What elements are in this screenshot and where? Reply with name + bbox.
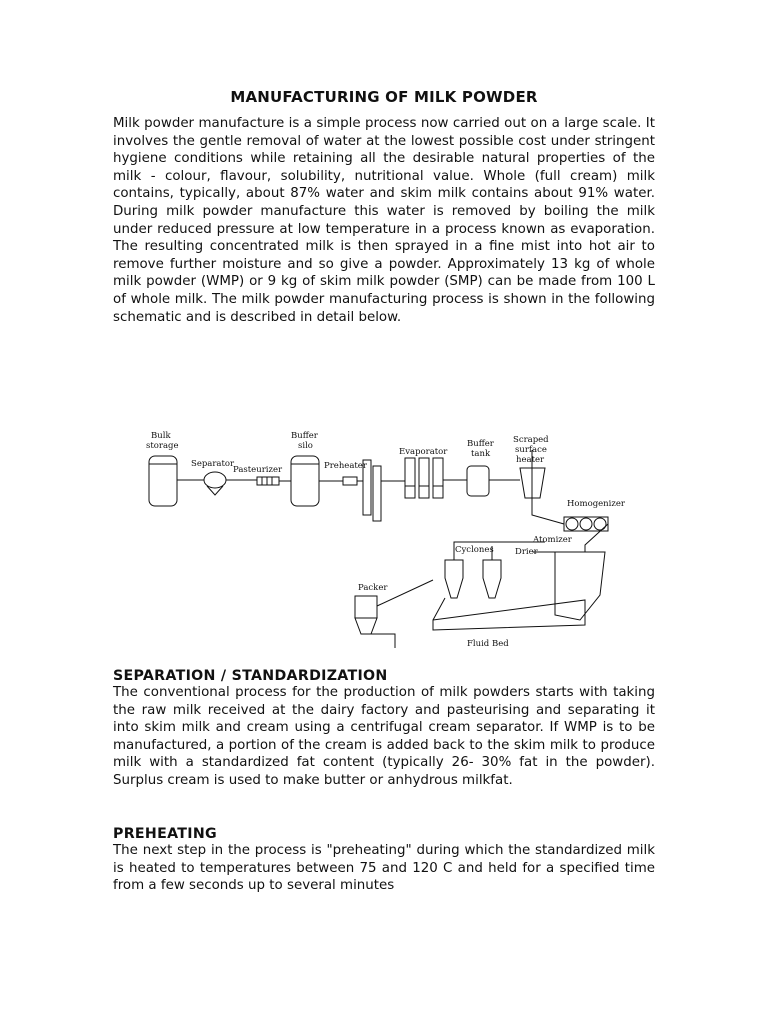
buffer-tank bbox=[467, 466, 489, 496]
cyclone-1 bbox=[445, 560, 463, 598]
drier-chamber bbox=[555, 552, 605, 620]
homogenizer-unit bbox=[564, 517, 608, 531]
section-heading: PREHEATING bbox=[113, 826, 217, 842]
label-atomizer: Atomizer bbox=[533, 535, 572, 545]
preheater-unit bbox=[343, 477, 357, 485]
label-evaporator: Evaporator bbox=[399, 447, 448, 457]
label-buffer-silo: Buffer bbox=[291, 431, 318, 441]
section-body: The next step in the process is "preheating" during which the standardized milk is heated to temperatures between 75 and 120 C and held for a specified time from a few seconds up to several minutes bbox=[113, 843, 655, 894]
packer-unit bbox=[355, 596, 377, 618]
section-heading: SEPARATION / STANDARDIZATION bbox=[113, 668, 388, 684]
separator-unit bbox=[204, 472, 226, 488]
cyclone-2 bbox=[483, 560, 501, 598]
label-packer: Packer bbox=[358, 583, 388, 593]
label-buffer-tank: tank bbox=[471, 449, 491, 459]
intro-paragraph: Milk powder manufacture is a simple process now carried out on a large scale. It involves the gentle removal of water at the lowest possible cost under stringent hygiene conditions while retaining all the desirable natural properties of the milk - colour, flavour, solubility, nutritional value. Whole (full cream) milk contains, typically, about 87% water and skim milk contains about 91% water. During milk powder manufacture this water is removed by boiling the milk under reduced pressure at low temperature in a process known as evaporation. The resulting concentrated milk is then sprayed in a fine mist into hot air to remove further moisture and so give a powder. Approximately 13 kg of whole milk powder (WMP) or 9 kg of skim milk powder (SMP) can be made from 100 L of whole milk. The milk powder manufacturing process is shown in the following schematic and is described in detail below. bbox=[113, 116, 655, 325]
label-cyclones: Cyclones bbox=[455, 545, 494, 555]
page-title: MANUFACTURING OF MILK POWDER bbox=[230, 88, 538, 106]
label-separator: Separator bbox=[191, 459, 235, 469]
label-bulk-storage: Bulk bbox=[151, 431, 171, 441]
label-buffer-tank: Buffer bbox=[467, 439, 494, 449]
fluid-bed bbox=[433, 600, 585, 630]
evaporator-unit bbox=[405, 458, 443, 498]
pasteurizer-unit bbox=[257, 477, 279, 485]
label-scraped-surface-heater: heater bbox=[516, 455, 545, 465]
section-body: The conventional process for the production of milk powders starts with taking the raw milk received at the dairy factory and pasteurising and separating it into skim milk and cream using a centrifugal cream separator. If WMP is to be manufactured, a portion of the cream is added back to the skim milk to produce milk with a standardized fat content (typically 26- 30% fat in the powder). Surplus cream is used to make butter or anhydrous milkfat. bbox=[113, 685, 655, 788]
process-schematic bbox=[115, 420, 655, 660]
label-drier: Drier bbox=[515, 547, 538, 557]
section-preheating bbox=[113, 826, 655, 895]
label-bulk-storage: storage bbox=[146, 441, 179, 451]
label-scraped-surface-heater: Scraped bbox=[513, 435, 549, 445]
label-scraped-surface-heater: surface bbox=[515, 445, 547, 455]
document-page bbox=[113, 88, 655, 326]
label-pasteurizer: Pasteurizer bbox=[233, 465, 283, 475]
label-homogenizer: Homogenizer bbox=[567, 499, 625, 509]
label-fluid-bed: Fluid Bed bbox=[467, 639, 509, 649]
label-preheater: Preheater bbox=[324, 461, 367, 471]
section-separation bbox=[113, 668, 655, 790]
label-buffer-silo: silo bbox=[298, 441, 313, 451]
